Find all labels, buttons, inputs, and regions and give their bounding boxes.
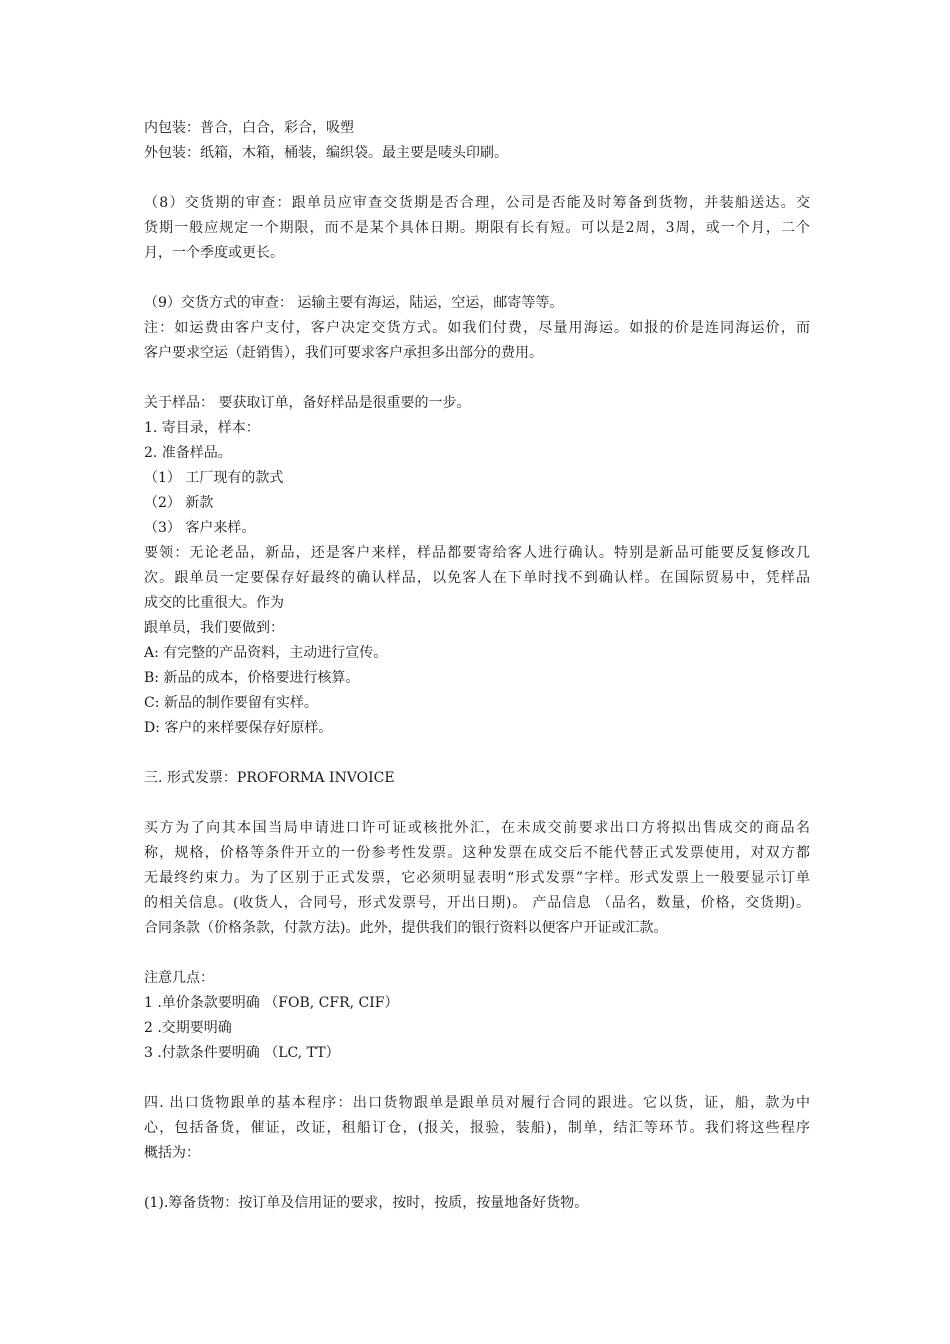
paragraph-line: 无最终约束力。为了区别于正式发票，它必须明显表明“形式发票”字样。形式发票上一般要显示订单 [144, 870, 810, 886]
paragraph [144, 541, 810, 616]
paragraph-spacer [144, 266, 810, 291]
text-line: 2 .交期要明确 [144, 1020, 232, 1036]
text-line: 1 .单价条款要明确 （FOB, CFR, CIF） [144, 995, 399, 1011]
text-line: 跟单员，我们要做到： [144, 620, 284, 636]
paragraph [144, 316, 810, 366]
paragraph-line: 称，规格，价格等条件开立的一份参考性发票。这种发票在成交后不能代替正式发票使用，对双方都 [144, 845, 810, 861]
paragraph-spacer [144, 1166, 810, 1191]
text-line: 内包装：普合，白合，彩合，吸塑 [144, 120, 354, 136]
paragraph [144, 1091, 810, 1166]
paragraph-line: 心，包括备货，催证，改证，租船订仓，(报关，报验，装船)，制单，结汇等环节。我们将这些程序 [144, 1120, 810, 1136]
paragraph-line: 客户要求空运（赶销售），我们可要求客户承担多出部分的费用。 [144, 345, 543, 361]
text-line: 注意几点： [144, 970, 214, 986]
text-line: A: 有完整的产品资料，主动进行宣传。 [144, 645, 388, 661]
paragraph-line: 四. 出口货物跟单的基本程序：出口货物跟单是跟单员对履行合同的跟进。它以货，证，船，款为中 [144, 1095, 810, 1111]
text-line: D: 客户的来样要保存好原样。 [144, 720, 333, 736]
paragraph-line: 注：如运费由客户支付，客户决定交货方式。如我们付费，尽量用海运。如报的价是连同海运价，而 [144, 320, 810, 336]
paragraph-line: 成交的比重很大。作为 [144, 595, 284, 611]
text-line: 1. 寄目录，样本： [144, 420, 260, 436]
paragraph-line: 月，一个季度或更长。 [144, 245, 284, 261]
text-line: 关于样品： 要获取订单，备好样品是很重要的一步。 [144, 395, 471, 411]
paragraph-spacer [144, 366, 810, 391]
paragraph-line: 的相关信息。(收货人，合同号，形式发票号，开出日期)。 产品信息 （品名，数量，价格，交货期)。 [144, 895, 810, 911]
text-line: C: 新品的制作要留有实样。 [144, 695, 318, 711]
paragraph-line: 概括为： [144, 1145, 200, 1161]
paragraph-line: （8）交货期的审查：跟单员应审查交货期是否合理，公司是否能及时筹备到货物，并装船送达。交 [144, 195, 810, 211]
text-line: 外包装：纸箱，木箱，桶装，编织袋。最主要是唛头印刷。 [144, 145, 508, 161]
paragraph [144, 191, 810, 266]
text-line: 三. 形式发票：PROFORMA INVOICE [144, 770, 395, 786]
text-line: 2. 准备样品。 [144, 445, 232, 461]
paragraph-line: 合同条款（价格条款，付款方法)。此外，提供我们的银行资料以便客户开证或汇款。 [144, 920, 668, 936]
text-line: B: 新品的成本，价格要进行核算。 [144, 670, 360, 686]
document-body [144, 116, 810, 1216]
paragraph-line: 要领：无论老品，新品，还是客户来样，样品都要寄给客人进行确认。特别是新品可能要反复修改几 [144, 545, 810, 561]
text-line: 3 .付款条件要明确 （LC, TT） [144, 1045, 340, 1061]
paragraph-line: 次。跟单员一定要保存好最终的确认样品，以免客人在下单时找不到确认样。在国际贸易中，凭样品 [144, 570, 810, 586]
paragraph-line: 买方为了向其本国当局申请进口许可证或核批外汇，在未成交前要求出口方将拟出售成交的商品名 [144, 820, 810, 836]
text-line: （2） 新款 [144, 495, 214, 511]
paragraph [144, 816, 810, 941]
paragraph-spacer [144, 941, 810, 966]
paragraph-spacer [144, 1066, 810, 1091]
paragraph-line: 货期一般应规定一个期限，而不是某个具体日期。期限有长有短。可以是2周，3周，或一个月，二个 [144, 220, 810, 236]
paragraph-spacer [144, 791, 810, 816]
paragraph-spacer [144, 741, 810, 766]
text-line: （1） 工厂现有的款式 [144, 470, 284, 486]
paragraph-spacer [144, 166, 810, 191]
text-line: （3） 客户来样。 [144, 520, 256, 536]
text-line: （9）交货方式的审查： 运输主要有海运，陆运，空运，邮寄等等。 [144, 295, 564, 311]
text-line: (1).筹备货物：按订单及信用证的要求，按时，按质，按量地备好货物。 [144, 1195, 589, 1211]
